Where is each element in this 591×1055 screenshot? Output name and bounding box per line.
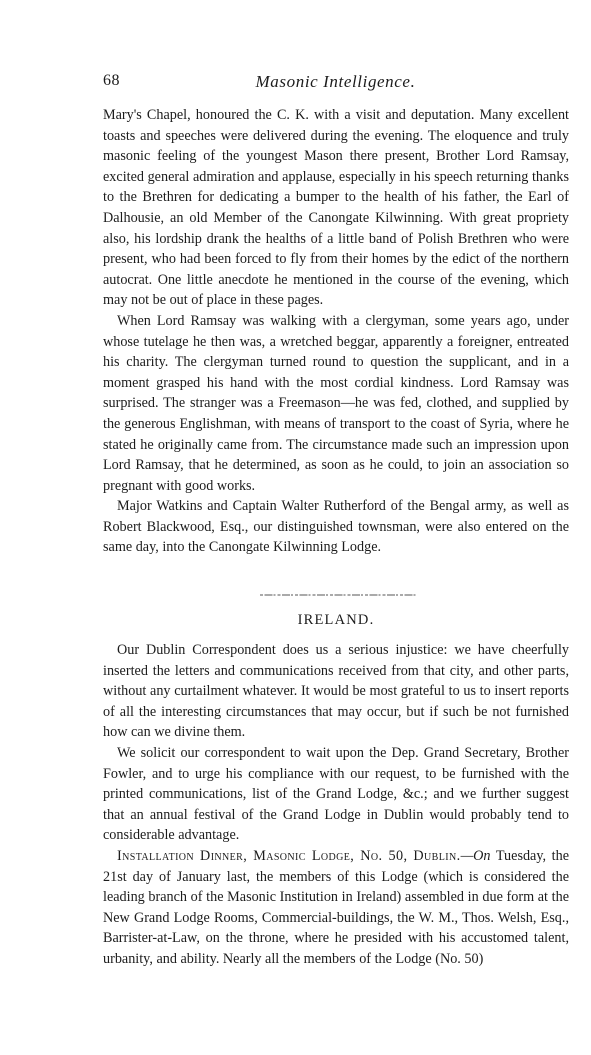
section-divider bbox=[258, 593, 418, 597]
paragraph-body: Tuesday, the 21st day of January last, the members of this Lodge (which is considered the leading branch of the Masonic Institution in Ireland) assembled in due form at the New Grand Lodge Rooms, Commercial-buildings, the W. M., Thos. Welsh, Esq., Barrister-at-Law, on the throne, where he presided with his accustomed talent, urbanity, and ability. Nearly all the members of the Lodge (No. 50) bbox=[103, 847, 570, 967]
paragraph: Major Watkins and Captain Walter Rutherford of the Bengal army, as well as Robert Blackwood, Esq., our distinguished townsman, were also entered on the same day, into the Canongate Kilwinning Lodge. bbox=[103, 498, 569, 556]
paragraph: When Lord Ramsay was walking with a clergyman, some years ago, under whose tutelage he then was, a wretched beggar, apparently a foreigner, entreated his charity. The clergyman turned round to question the supplicant, and in a moment grasped his hand with the most cordial kindness. Lord Ramsay was surprised. The stranger was a Freemason—he was fed, clothed, and supplied by the generous Englishman, with means of transport to the coast of Syria, where he stated he originally came from. The circumstance made such an impression upon Lord Ramsay, that he determined, as soon as he could, to join an association so pregnant with good works. bbox=[103, 312, 569, 494]
paragraph: Our Dublin Correspondent does us a serious injustice: we have cheerfully inserted the letters and communications received from that city, and other parts, without any curtailment whatever. It would be most grateful to us to insert reports of all the interesting circumstances that may occur, but if such be not furnished how can we divine them. bbox=[103, 642, 569, 741]
paragraph bbox=[103, 846, 569, 970]
section-1-text bbox=[103, 105, 569, 558]
paragraph: Mary's Chapel, honoured the C. K. with a visit and deputation. Many excellent toasts and speeches were delivered during the evening. The eloquence and truly masonic feeling of the youngest Mason there present, Brother Lord Ramsay, excited general admiration and applause, especially in his speech returning thanks to the Brethren for dedicating a bumper to the health of his father, the Earl of Dalhousie, an old Member of the Canongate Kilwinning. With great propriety also, his lordship drank the healths of a little band of Polish Brethren who were present, who had been forced to fly from their homes by the edict of the northern autocrat. One little anecdote he mentioned in the course of the evening, which may not be out of place in these pages. bbox=[103, 107, 569, 309]
paragraph-lead-dash: —On bbox=[460, 847, 491, 864]
page-number: 68 bbox=[103, 72, 120, 89]
running-title: Masonic Intelligence. bbox=[255, 72, 416, 91]
section-heading: IRELAND. bbox=[297, 612, 375, 628]
paragraph: We solicit our correspondent to wait upon the Dep. Grand Secretary, Brother Fowler, and to urge his compliance with our request, to be furnished with the printed communications, list of the Grand Lodge, &c.; and we further suggest that an annual festival of the Grand Lodge in Dublin would probably tend to considerable advantage. bbox=[103, 744, 569, 844]
section-2-text bbox=[103, 640, 569, 970]
running-head bbox=[103, 72, 568, 94]
paragraph-lead-heading: Installation Dinner, Masonic Lodge, No. 50, Dublin. bbox=[117, 847, 461, 864]
